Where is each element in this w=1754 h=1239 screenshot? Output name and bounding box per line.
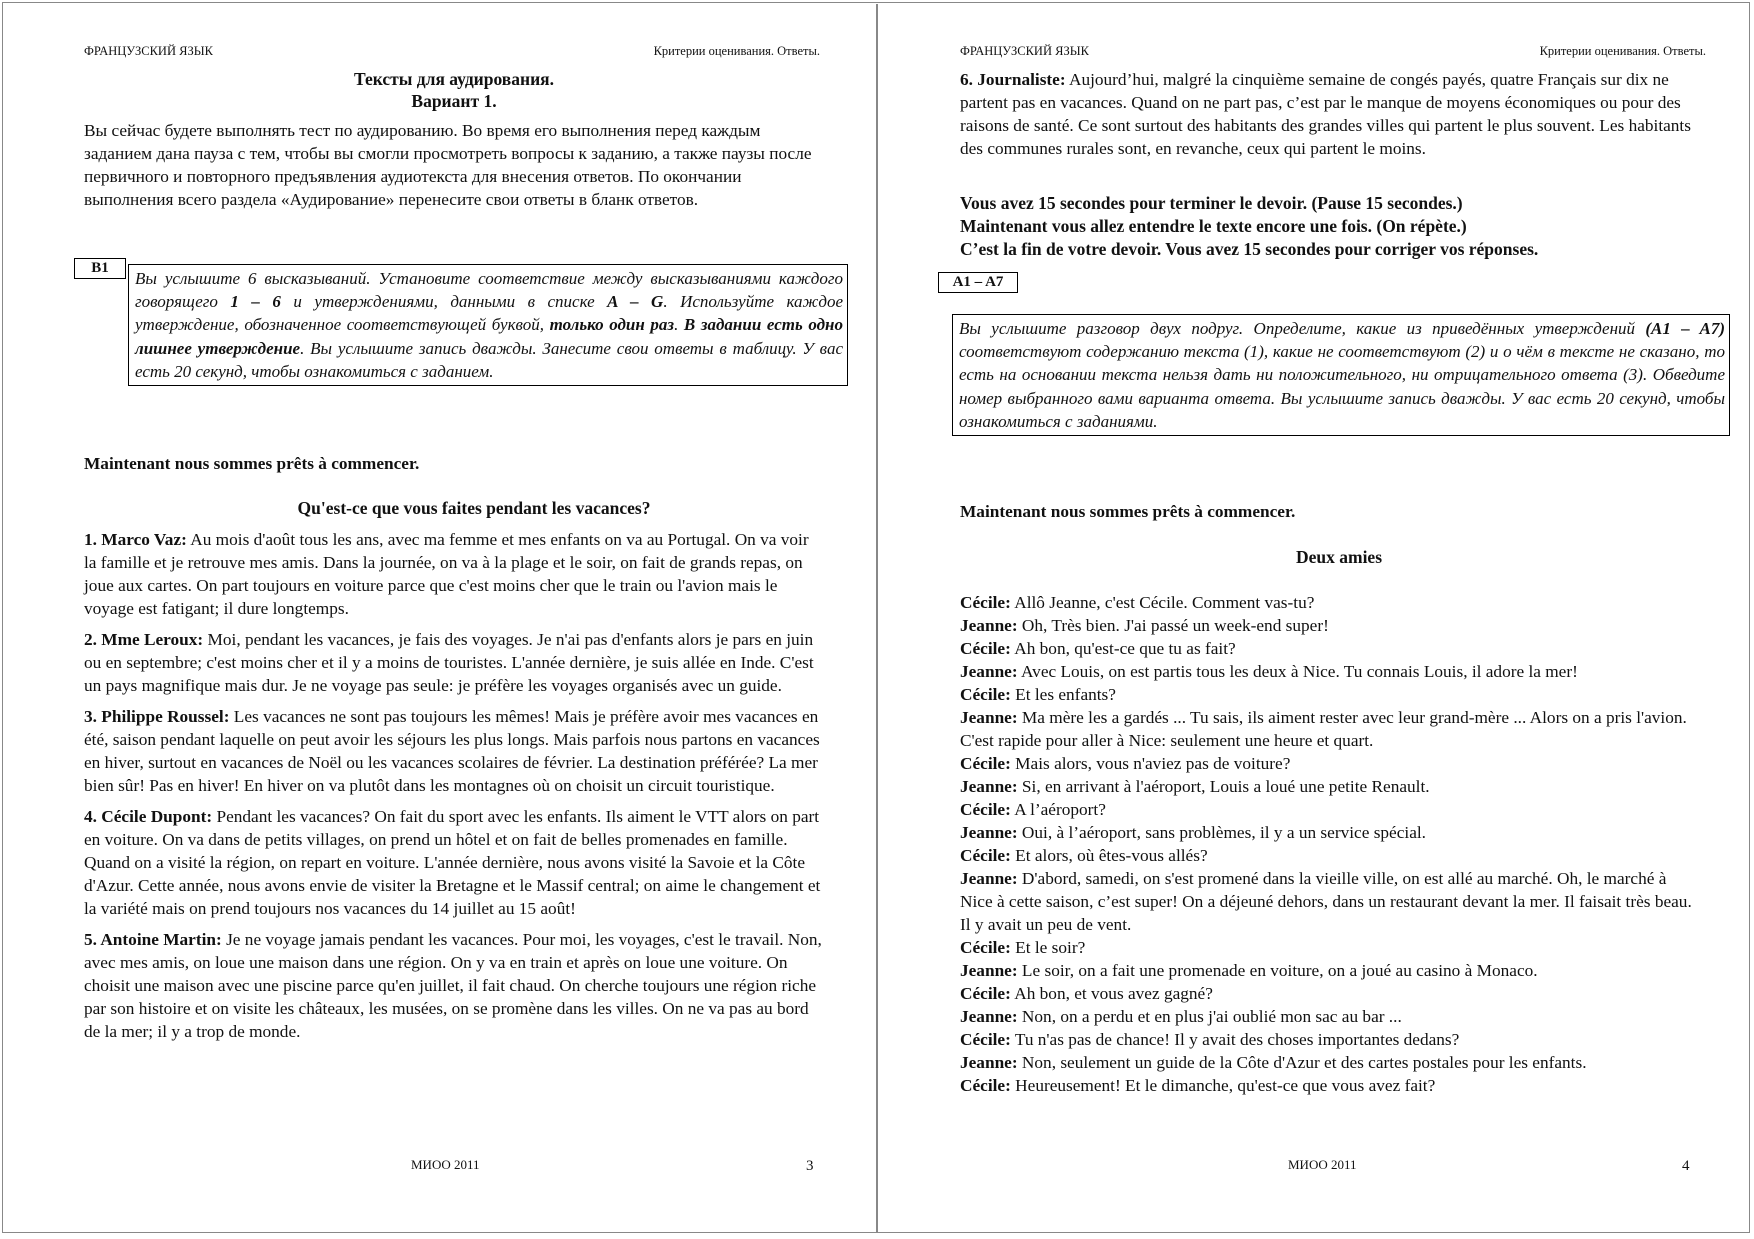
speaker-paragraph: [84, 928, 824, 1043]
dialogue-text: Tu n'as pas de chance! Il y avait des choses importantes dedans?: [1010, 1030, 1460, 1049]
task-instructions: [128, 264, 848, 386]
dialogue-line: [960, 637, 1754, 660]
dialogue-line: [960, 844, 1754, 867]
dialogue-line: [960, 982, 1754, 1005]
instruction-line: Vous avez 15 secondes pour terminer le devoir. (Pause 15 secondes.): [960, 193, 1463, 213]
task-box-b1: [128, 264, 848, 386]
speaker-text: Moi, pendant les vacances, je fais des voyages. Je n'ai pas d'enfants alors je pars en juin ou en septembre; c'est moins cher et il y a moins de touristes. L'année dernière, je suis allée en Inde. C'est un pays magnifique mais dur. Je ne voyage pas seule: je préfère les voyages organisés avec un guide.: [84, 630, 814, 695]
dialogue-text: Non, seulement un guide de la Côte d'Azur et des cartes postales pour les enfants.: [1017, 1053, 1587, 1072]
dialogue-line: [960, 1051, 1754, 1074]
task-range: 1 – 6: [230, 292, 281, 312]
instructions-block: [960, 192, 1700, 261]
dialogue-text: Et le soir?: [1010, 938, 1086, 957]
speaker-paragraph: [84, 805, 824, 920]
speaker-paragraph: [84, 705, 824, 797]
dialogue-text: Allô Jeanne, c'est Cécile. Comment vas-tu?: [1010, 593, 1315, 612]
dialogue-text: D'abord, samedi, on s'est promené dans la vieille ville, on est allé au marché. Oh, le marché à Nice à cette saison, c’est super! On a déjeuné dehors, dans un restaurant devant la mer. Il faisait très beau. Il y avait un peu de vent.: [960, 869, 1692, 934]
dialogue-line: [960, 1028, 1754, 1051]
task-text-part: . Используйте каждое утверждение, обозначенное соответствующей буквой,: [135, 292, 844, 335]
dialogue-line: [960, 798, 1754, 821]
task-text-part: Вы услышите разговор двух подруг. Определите, какие из приведённых утверждений: [959, 319, 1646, 338]
speaker-text: Je ne voyage jamais pendant les vacances. Pour moi, les voyages, c'est le travail. Non, avec mes amis, on loue une maison dans une région. On y va en train et après on loue une voiture. On choisit une maison avec une piscine parce qu'en juillet, il fait chaud. On cherche toujours une région riche par son histoire et on visite les châteaux, les musées, on se promène dans les villes. On ne va pas au bord de la mer; il y a trop de monde.: [84, 930, 822, 1041]
task-tag-a1-a7: A1 – A7: [938, 272, 1018, 293]
task-extra: В задании есть одно лишнее утверждение: [135, 315, 843, 358]
dialogue-text: Et alors, où êtes-vous allés?: [1010, 846, 1208, 865]
task-text-part: соответствуют содержанию текста (1), какие не соответствуют (2) и о чём в тексте не сказано, то есть на основании текста нельзя дать ни положительного, ни отрицательного ответа (3). Обведите номер выбранного вами варианта ответа. Вы услышите запись дважды. У вас есть 20 секунд, чтобы ознакомиться с заданиями.: [959, 342, 1725, 431]
dialogue-text: Le soir, on a fait une promenade en voiture, on a joué au casino à Monaco.: [1017, 961, 1538, 980]
dialogue-text: Non, on a perdu et en plus j'ai oublié mon sac au bar ...: [1017, 1007, 1402, 1026]
speaker-name: 6. Journaliste:: [960, 70, 1066, 89]
dialogue-line: [960, 591, 1754, 614]
variant-title: Вариант 1.: [411, 91, 497, 111]
speaker-name: 3. Philippe Roussel:: [84, 707, 230, 726]
footer-publisher: МИОО 2011: [1288, 1157, 1357, 1172]
dialogue-line: [960, 867, 1700, 936]
speaker-text: Au mois d'août tous les ans, avec ma femme et mes enfants on va au Portugal. On va voir la famille et je retrouve mes amis. Dans la journée, on va à la plage et le soir, on fait de grands repas, on joue aux cartes. On part toujours en voiture parce que c'est moins cher que le train ou l'avion mais le voyage est fatigant; il dure longtemps.: [84, 530, 809, 618]
header-criteria: Критерии оценивания. Ответы.: [1539, 44, 1706, 58]
dialogue-line: [960, 683, 1754, 706]
dialogue-speaker: Jeanne:: [960, 1007, 1018, 1026]
speaker-name: 1. Marco Vaz:: [84, 530, 187, 549]
speakers-list: [84, 528, 824, 1051]
footer-publisher: МИОО 2011: [411, 1157, 480, 1172]
dialogue-text: Ah bon, qu'est-ce que tu as fait?: [1010, 639, 1236, 658]
dialogue-speaker: Cécile:: [960, 984, 1011, 1003]
instruction-line: C’est la fin de votre devoir. Vous avez 15 secondes pour corriger vos réponses.: [960, 239, 1539, 259]
dialogue-line: [960, 614, 1754, 637]
dialogue-text: Heureusement! Et le dimanche, qu'est-ce que vous avez fait?: [1010, 1076, 1436, 1095]
speaker-name: 2. Mme Leroux:: [84, 630, 204, 649]
start-line: Maintenant nous sommes prêts à commencer.: [84, 454, 420, 473]
dialogue-line: [960, 1005, 1754, 1028]
speaker-text: Les vacances ne sont pas toujours les mêmes! Mais je préfère avoir mes vacances en été, saison pendant laquelle on peut avoir les séjours les plus longs. Mais parfois nous partons en vacances en hiver, surtout en vacances de Noël ou les vacances scolaires de février. La destination préférée? La mer bien sûr! Pas en hiver! En hiver on va plutôt dans les montagnes où on choisit un circuit touristique.: [84, 707, 820, 795]
dialogue-line: [960, 821, 1754, 844]
speaker-paragraph: [960, 68, 1700, 160]
text-subtitle: Deux amies: [1295, 547, 1383, 567]
header-subject: ФРАНЦУЗСКИЙ ЯЗЫК: [960, 44, 1089, 58]
task-text-part: .: [674, 315, 684, 335]
dialogue-text: A l’aéroport?: [1010, 800, 1106, 819]
instruction-line: Maintenant vous allez entendre le texte encore une fois. (On répète.): [960, 216, 1467, 236]
dialogue-speaker: Jeanne:: [960, 961, 1018, 980]
dialogue-speaker: Jeanne:: [960, 708, 1018, 727]
speaker-name: 5. Antoine Martin:: [84, 930, 222, 949]
task-tag-b1: B1: [74, 258, 126, 279]
dialogue-speaker: Jeanne:: [960, 869, 1018, 888]
dialogue-line: [960, 1074, 1754, 1097]
task-once: только один раз: [549, 315, 675, 335]
speaker-paragraph: [84, 528, 824, 620]
page-divider: [876, 4, 878, 1233]
task-text-part: . Вы услышите запись дважды. Занесите свои ответы в таблицу. У вас есть 20 секунд, чтобы ознакомиться с заданием.: [135, 338, 843, 381]
dialogue-line: [960, 936, 1754, 959]
dialogue-speaker: Jeanne:: [960, 1053, 1018, 1072]
speaker-text: Aujourd’hui, malgré la cinquième semaine de congés payés, quatre Français sur dix ne partent pas en vacances. Quand on ne part pas, c’est par le manque de moyens économiques ou pour des raisons de santé. Ce sont surtout des habitants des grandes villes qui partent le plus souvent. Les habitants des communes rurales sont, en revanche, ceux qui partent le moins.: [960, 70, 1691, 158]
dialogue-text: Ma mère les a gardés ... Tu sais, ils aiment rester avec leur grand-mère ... Alors on a pris l'avion. C'est rapide pour aller à Nice: seulement une heure et quart.: [960, 708, 1687, 750]
dialogue-text: Oh, Très bien. J'ai passé un week-end super!: [1017, 616, 1329, 635]
intro-text: Вы сейчас будете выполнять тест по аудированию. Во время его выполнения перед каждым заданием дана пауза с тем, чтобы вы смогли просмотреть вопросы к заданию, а также паузы после первичного и повторного предъявления аудиотекста для внесения ответов. По окончании выполнения всего раздела «Аудирование» перенесите свои ответы в бланк ответов.: [84, 121, 812, 209]
dialogue-speaker: Cécile:: [960, 754, 1011, 773]
page-number: 3: [806, 1158, 814, 1174]
task-box-a1-a7: [952, 314, 1730, 436]
intro-paragraph: [84, 119, 814, 211]
dialogue-speaker: Cécile:: [960, 685, 1011, 704]
dialogue-text: Si, en arrivant à l'aéroport, Louis a loué une petite Renault.: [1017, 777, 1430, 796]
task-list-range: A – G: [607, 292, 664, 312]
dialogue-text: Avec Louis, on est partis tous les deux à Nice. Tu connais Louis, il adore la mer!: [1017, 662, 1578, 681]
dialogue-speaker: Jeanne:: [960, 777, 1018, 796]
dialogue-speaker: Cécile:: [960, 800, 1011, 819]
dialogue-speaker: Cécile:: [960, 593, 1011, 612]
page-number: 4: [1682, 1158, 1690, 1174]
speaker-text: Pendant les vacances? On fait du sport avec les enfants. Ils aiment le VTT alors on part en voiture. On va dans de petits villages, on prend un hôtel et on fait de belles promenades en famille. Quand on a visité la région, on repart en voiture. L'année dernière, nous avons visité la Savoie et la Côte d'Azur. Cette année, nous avons envie de visiter la Bretagne et le Massif central; on aime le changement et la variété mais on prend toujours nos vacances du 14 juillet au 15 août!: [84, 807, 821, 918]
dialogue-speaker: Jeanne:: [960, 823, 1018, 842]
dialogue-text: Et les enfants?: [1010, 685, 1116, 704]
dialogue-speaker: Cécile:: [960, 938, 1011, 957]
header-subject: ФРАНЦУЗСКИЙ ЯЗЫК: [84, 44, 213, 58]
dialogue-line: [960, 752, 1754, 775]
speaker6-paragraph: [960, 68, 1700, 160]
dialogue: [960, 591, 1754, 1097]
dialogue-line: [960, 959, 1754, 982]
task-text-part: Вы услышите 6 высказываний. Установите соответствие между высказываниями каждого говорящего: [135, 269, 843, 312]
dialogue-speaker: Cécile:: [960, 846, 1011, 865]
dialogue-speaker: Cécile:: [960, 1076, 1011, 1095]
task-instructions: [952, 314, 1730, 436]
dialogue-text: Oui, à l’aéroport, sans problèmes, il y a un service spécial.: [1017, 823, 1426, 842]
dialogue-speaker: Cécile:: [960, 639, 1011, 658]
dialogue-speaker: Jeanne:: [960, 616, 1018, 635]
start-line: Maintenant nous sommes prêts à commencer.: [960, 502, 1296, 521]
dialogue-speaker: Cécile:: [960, 1030, 1011, 1049]
dialogue-line: [960, 660, 1754, 683]
text-subtitle: Qu'est-ce que vous faites pendant les vacances?: [297, 498, 651, 518]
dialogue-text: Ah bon, et vous avez gagné?: [1010, 984, 1213, 1003]
dialogue-speaker: Jeanne:: [960, 662, 1018, 681]
task-range: (A1 – A7): [1645, 319, 1725, 338]
speaker-name: 4. Cécile Dupont:: [84, 807, 213, 826]
header-criteria: Критерии оценивания. Ответы.: [653, 44, 820, 58]
page-title: Тексты для аудирования.: [353, 69, 555, 89]
dialogue-text: Mais alors, vous n'aviez pas de voiture?: [1010, 754, 1291, 773]
speaker-paragraph: [84, 628, 824, 697]
dialogue-line: [960, 706, 1700, 752]
dialogue-line: [960, 775, 1754, 798]
task-text-part: и утверждениями, данными в списке: [280, 292, 608, 312]
